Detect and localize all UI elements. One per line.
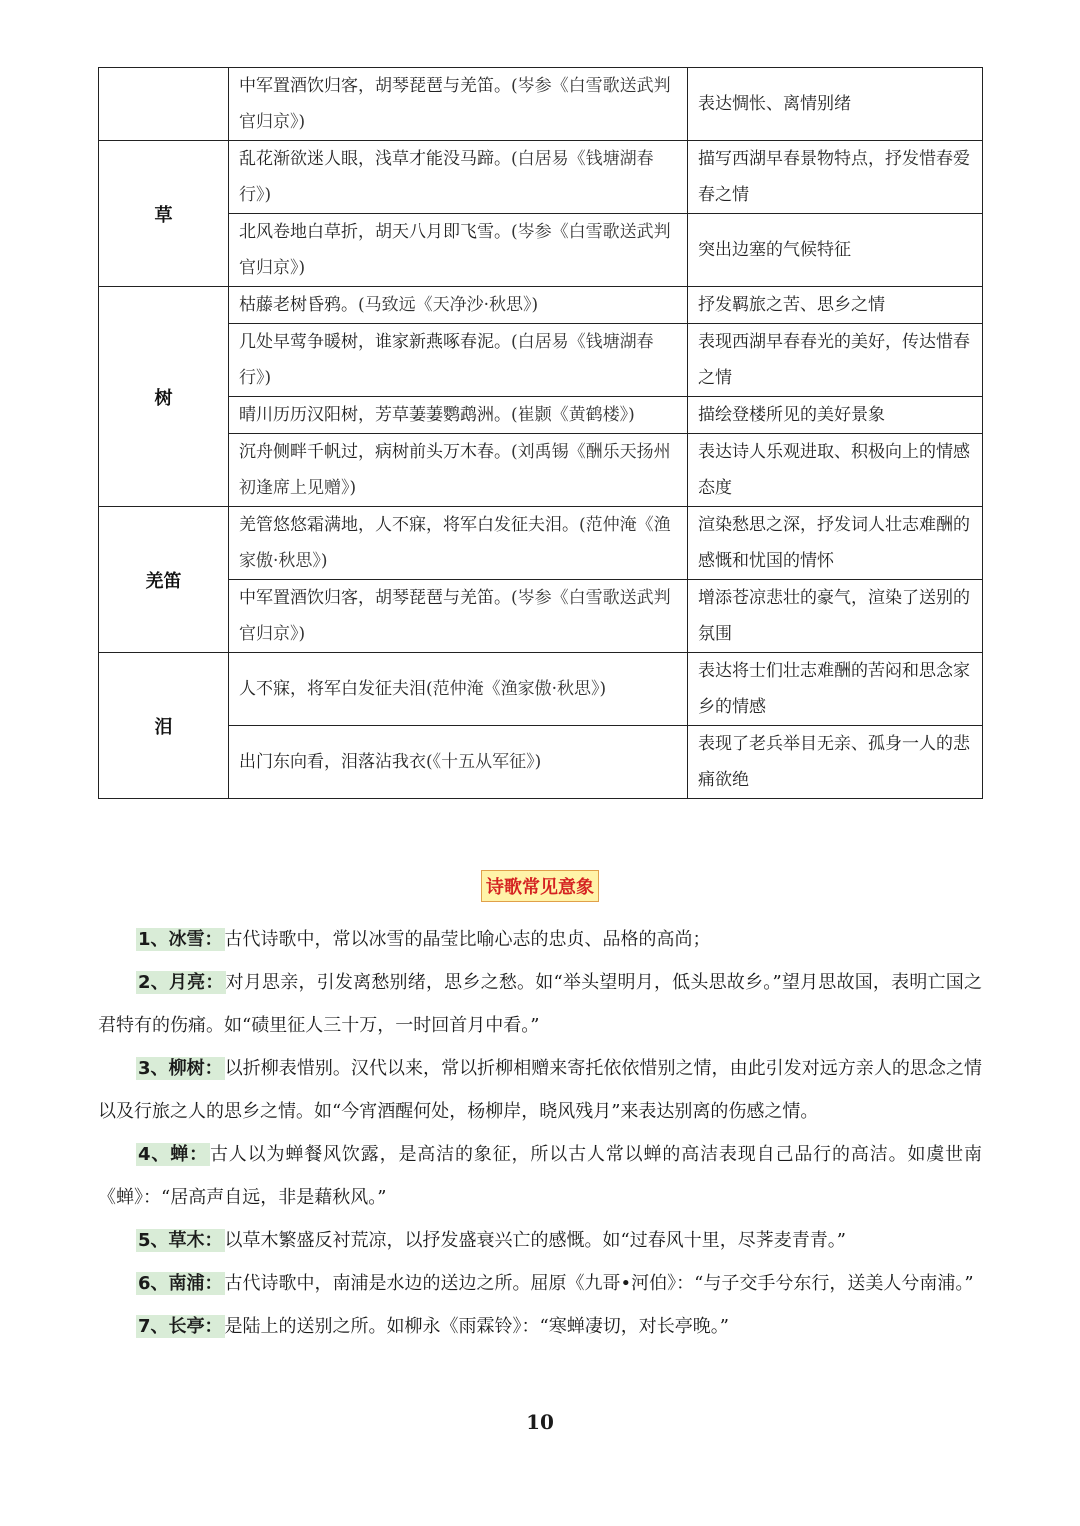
poem-source: (马致远《天净沙·秋思》) [358, 295, 539, 315]
table-row [99, 507, 983, 580]
item-term: 5、草木： [138, 1230, 223, 1251]
poem-cell [229, 580, 688, 653]
poem-source: (刘禹锡《酬乐天扬州初逢席上见赠》) [239, 442, 671, 498]
poem-cell [229, 214, 688, 287]
poem-line: 中军置酒饮归客，胡琴琵琶与羌笛。 [239, 76, 511, 96]
table-row [99, 324, 983, 397]
section-title-wrap [0, 870, 1080, 902]
poem-source: (岑参《白雪歌送武判官归京》) [239, 76, 671, 132]
meaning-cell: 表现了老兵举目无亲、孤身一人的悲痛欲绝 [688, 726, 983, 799]
poem-cell [229, 507, 688, 580]
poem-source: (范仲淹《渔家傲·秋思》) [426, 679, 607, 699]
table-row [99, 653, 983, 726]
meaning-cell: 表达惆怅、离情别绪 [688, 68, 983, 141]
poem-cell [229, 324, 688, 397]
item-term: 4、蝉： [138, 1144, 208, 1165]
list-item [98, 1047, 982, 1133]
meaning-cell: 表现西湖早春春光的美好，传达惜春之情 [688, 324, 983, 397]
table-row [99, 68, 983, 141]
table-row [99, 287, 983, 324]
item-term: 6、南浦： [138, 1273, 223, 1294]
group-label: 羌笛 [99, 507, 229, 653]
poem-source: (《十五从军征》) [426, 752, 542, 772]
page-number: 10 [526, 1410, 554, 1434]
meaning-cell: 抒发羁旅之苦、思乡之情 [688, 287, 983, 324]
group-label: 泪 [99, 653, 229, 799]
item-text: 古代诗歌中，常以冰雪的晶莹比喻心志的忠贞、品格的高尚； [224, 929, 711, 950]
item-term: 7、长亭： [138, 1316, 223, 1337]
poem-line: 羌管悠悠霜满地，人不寐，将军白发征夫泪。 [239, 515, 579, 535]
meaning-cell: 描写西湖早春景物特点，抒发惜春爱春之情 [688, 141, 983, 214]
poem-line: 出门东向看，泪落沾我衣 [239, 752, 426, 772]
poem-source: (白居易《钱塘湖春行》) [239, 149, 654, 205]
poem-cell [229, 397, 688, 434]
item-text: 以草木繁盛反衬荒凉，以抒发盛衰兴亡的感慨。如“过春风十里，尽荠麦青青。” [224, 1230, 846, 1251]
poem-cell [229, 726, 688, 799]
poem-source: (崔颢《黄鹤楼》) [511, 405, 635, 425]
group-label [99, 68, 229, 141]
poem-line: 人不寐，将军白发征夫泪 [239, 679, 426, 699]
section-title: 诗歌常见意象 [481, 870, 599, 902]
poem-source: (岑参《白雪歌送武判官归京》) [239, 222, 671, 278]
poem-source: (白居易《钱塘湖春行》) [239, 332, 654, 388]
poem-line: 乱花渐欲迷人眼，浅草才能没马蹄。 [239, 149, 511, 169]
table-row [99, 726, 983, 799]
poem-line: 沉舟侧畔千帆过，病树前头万木春。 [239, 442, 511, 462]
item-text: 是陆上的送别之所。如柳永《雨霖铃》：“寒蝉凄切，对长亭晚。” [224, 1316, 729, 1337]
table-row [99, 214, 983, 287]
meaning-cell: 渲染愁思之深，抒发词人壮志难酬的感慨和忧国的情怀 [688, 507, 983, 580]
list-item [98, 918, 982, 961]
meaning-cell: 突出边塞的气候特征 [688, 214, 983, 287]
table-row [99, 434, 983, 507]
item-term: 3、柳树： [138, 1058, 223, 1079]
poem-line: 晴川历历汉阳树，芳草萋萋鹦鹉洲。 [239, 405, 511, 425]
meaning-cell: 增添苍凉悲壮的豪气，渲染了送别的氛围 [688, 580, 983, 653]
poem-source: (岑参《白雪歌送武判官归京》) [239, 588, 671, 644]
list-item [98, 1262, 982, 1305]
list-item [98, 1305, 982, 1348]
item-term: 1、冰雪： [138, 929, 223, 950]
meaning-cell: 表达诗人乐观进取、积极向上的情感态度 [688, 434, 983, 507]
poem-line: 几处早莺争暖树，谁家新燕啄春泥。 [239, 332, 511, 352]
poem-line: 中军置酒饮归客，胡琴琵琶与羌笛。 [239, 588, 511, 608]
poem-cell [229, 141, 688, 214]
table-row [99, 397, 983, 434]
poem-cell [229, 653, 688, 726]
imagery-table-body [99, 68, 983, 799]
list-item [98, 1219, 982, 1262]
item-text: 对月思亲，引发离愁别绪，思乡之愁。如“举头望明月，低头思故乡。”望月思故国，表明亡国之君特有的伤痛。如“碛里征人三十万，一时回首月中看。” [98, 972, 983, 1036]
group-label: 草 [99, 141, 229, 287]
poem-cell [229, 434, 688, 507]
poem-cell [229, 287, 688, 324]
item-term: 2、月亮： [138, 972, 224, 993]
poem-line: 北风卷地白草折，胡天八月即飞雪。 [239, 222, 511, 242]
group-label: 树 [99, 287, 229, 507]
poem-source: (范仲淹《渔家傲·秋思》) [239, 515, 671, 571]
item-text: 古代诗歌中，南浦是水边的送边之所。屈原《九哥•河伯》：“与子交手兮东行，送美人兮南浦。” [224, 1273, 974, 1294]
meaning-cell: 表达将士们壮志难酬的苦闷和思念家乡的情感 [688, 653, 983, 726]
item-text: 以折柳表惜别。汉代以来，常以折柳相赠来寄托依依惜别之情，由此引发对远方亲人的思念之情以及行旅之人的思乡之情。如“今宵酒醒何处，杨柳岸，晓风残月”来表达别离的伤感之情。 [98, 1058, 982, 1122]
poem-cell [229, 68, 688, 141]
table-row [99, 580, 983, 653]
item-text: 古人以为蝉餐风饮露，是高洁的象征，所以古人常以蝉的高洁表现自己品行的高洁。如虞世南《蝉》：“居高声自远，非是藉秋风。” [98, 1144, 982, 1208]
imagery-table [98, 67, 983, 799]
list-item [98, 1133, 982, 1219]
imagery-list [98, 918, 982, 1348]
table-row [99, 141, 983, 214]
list-item [98, 961, 982, 1047]
meaning-cell: 描绘登楼所见的美好景象 [688, 397, 983, 434]
poem-line: 枯藤老树昏鸦。 [239, 295, 358, 315]
